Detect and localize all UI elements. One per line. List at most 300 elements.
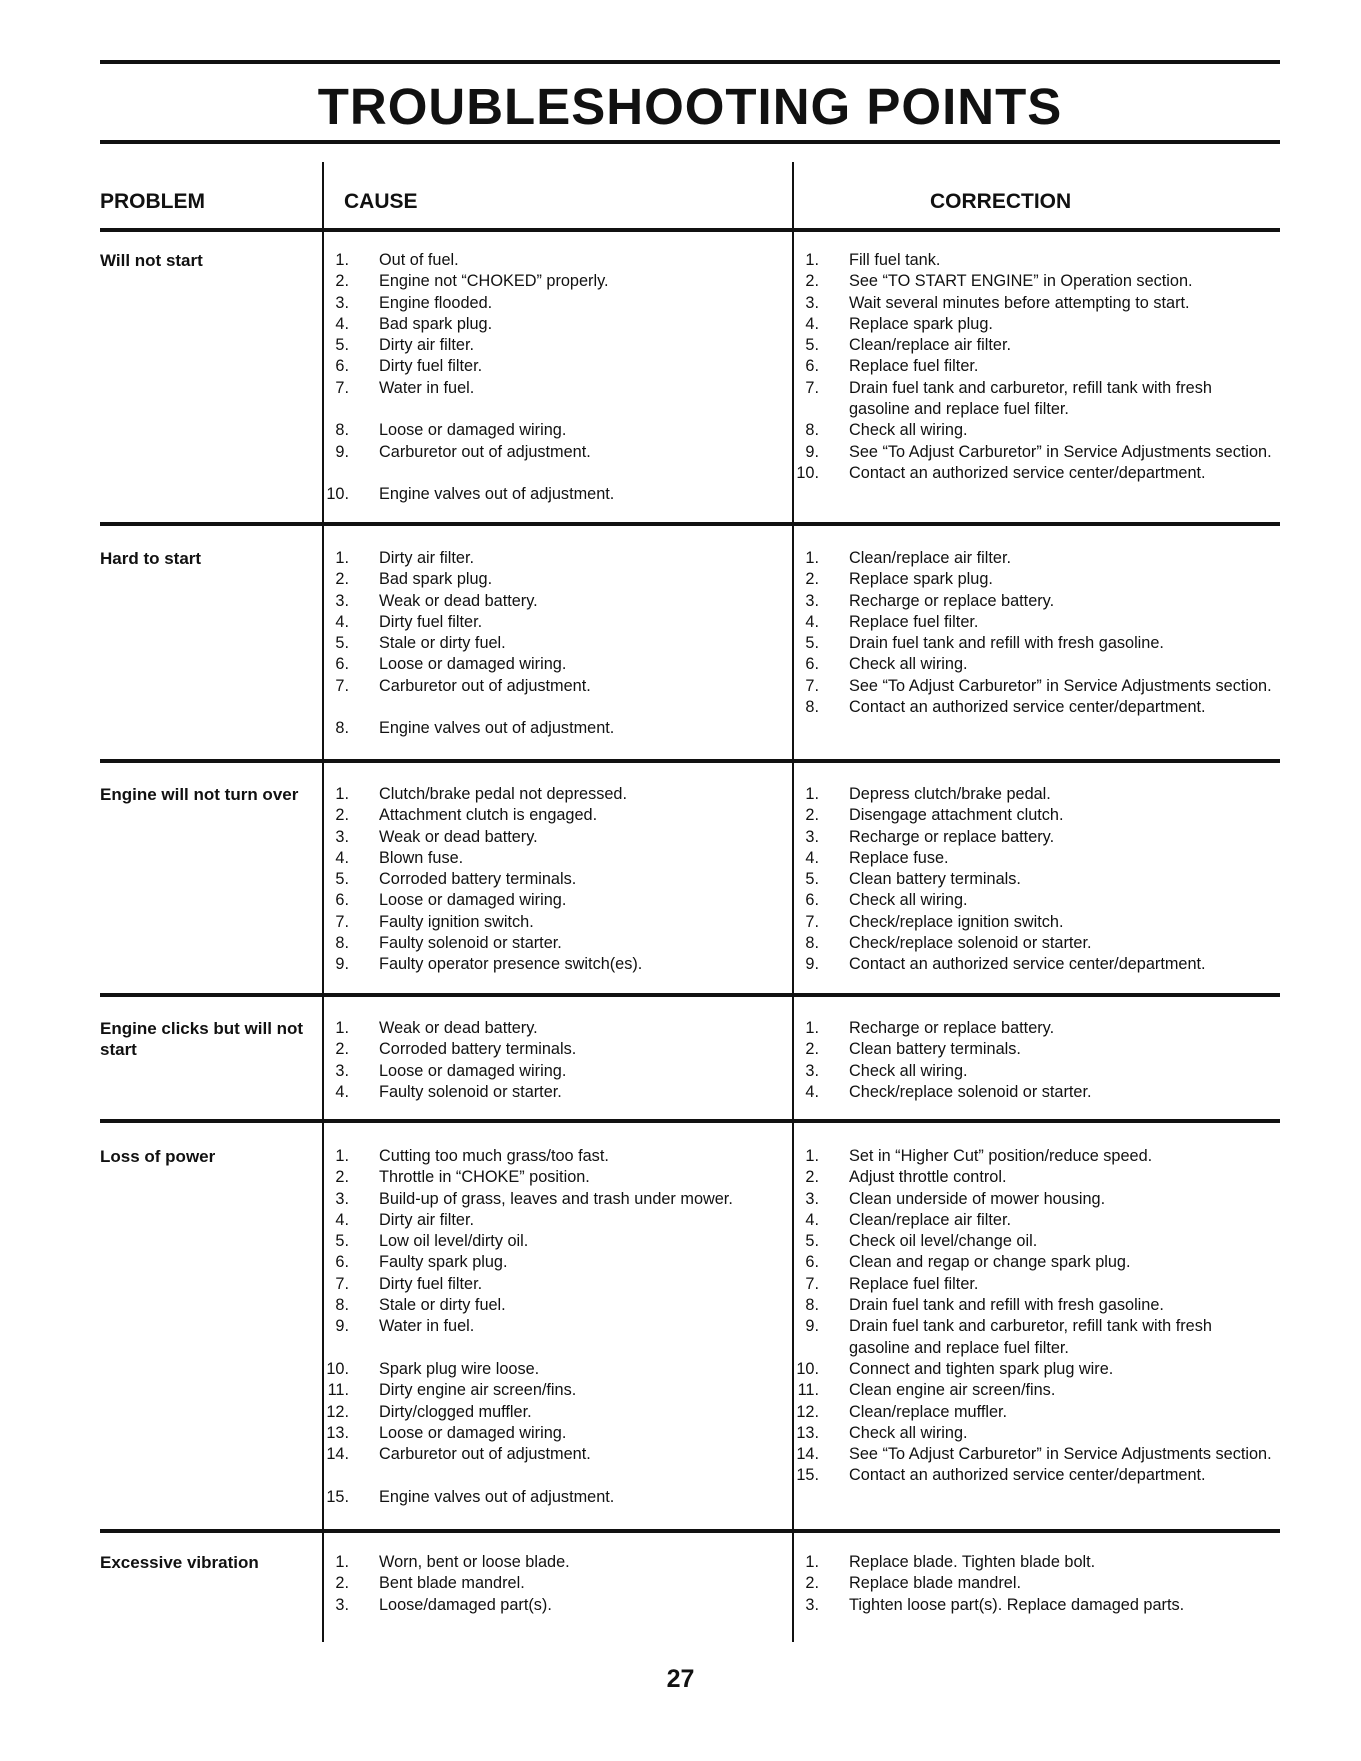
- list-item: [792, 420, 1272, 441]
- list-item: [322, 250, 782, 271]
- item-text: Loose or damaged wiring.: [379, 1423, 567, 1442]
- item-text: Stale or dirty fuel.: [379, 634, 506, 653]
- list-item: [322, 654, 782, 675]
- item-text: Loose or damaged wiring.: [379, 655, 567, 674]
- item-number: 8.: [805, 1296, 819, 1315]
- cause-list: [322, 548, 782, 740]
- list-item: [792, 293, 1272, 314]
- item-text: Loose/damaged part(s).: [379, 1595, 552, 1614]
- item-number: 5.: [805, 336, 819, 355]
- item-text: Check/replace solenoid or starter.: [849, 1082, 1092, 1101]
- item-number: 12.: [326, 1402, 349, 1421]
- item-text: Depress clutch/brake pedal.: [849, 785, 1051, 803]
- list-item: [322, 676, 782, 697]
- section-rule: [100, 1119, 1280, 1123]
- item-number: 1.: [335, 1553, 349, 1571]
- item-number: 2.: [335, 272, 349, 291]
- item-text: Dirty air filter.: [379, 1210, 474, 1229]
- list-item: [322, 420, 782, 441]
- item-text: See “TO START ENGINE” in Operation section.: [849, 272, 1193, 291]
- item-number: 6.: [805, 655, 819, 674]
- list-item: [792, 1359, 1272, 1380]
- cause-list: [322, 250, 782, 506]
- list-item: [792, 1465, 1272, 1486]
- list-item: [792, 1231, 1272, 1252]
- item-number: 7.: [335, 378, 349, 397]
- list-item: [322, 1189, 782, 1210]
- list-item: [792, 356, 1272, 377]
- item-text: Disengage attachment clutch.: [849, 806, 1064, 825]
- correction-list: [792, 250, 1272, 484]
- item-text: Clean/replace air filter.: [849, 336, 1011, 355]
- item-text: Water in fuel.: [379, 378, 475, 397]
- item-text: Clean/replace air filter.: [849, 1210, 1011, 1229]
- list-item: [792, 933, 1272, 954]
- list-item: [792, 271, 1272, 292]
- list-item: [322, 1252, 782, 1273]
- item-text: Faulty ignition switch.: [379, 912, 534, 931]
- item-text: Clean underside of mower housing.: [849, 1189, 1106, 1208]
- item-number: 1.: [335, 785, 349, 803]
- title-top-rule: [100, 60, 1280, 64]
- item-number: 1.: [805, 1147, 819, 1165]
- list-item: [322, 890, 782, 911]
- list-item: [322, 1295, 782, 1316]
- item-number: 3.: [805, 293, 819, 312]
- item-text: Connect and tighten spark plug wire.: [849, 1359, 1114, 1378]
- list-item: [792, 1595, 1272, 1616]
- item-text: Loose or damaged wiring.: [379, 421, 567, 440]
- list-item: [792, 676, 1272, 697]
- item-text: Clutch/brake pedal not depressed.: [379, 785, 627, 803]
- list-item: [792, 1316, 1272, 1359]
- column-header-correction: CORRECTION: [930, 190, 1072, 213]
- item-text: Tighten loose part(s). Replace damaged parts.: [849, 1595, 1185, 1614]
- item-text: Engine valves out of adjustment.: [379, 719, 615, 738]
- item-number: 3.: [335, 827, 349, 846]
- item-number: 2.: [335, 1168, 349, 1187]
- item-number: 9.: [335, 955, 349, 974]
- item-text: Worn, bent or loose blade.: [379, 1553, 570, 1571]
- item-text: Set in “Higher Cut” position/reduce speed.: [849, 1147, 1153, 1165]
- item-text: Faulty spark plug.: [379, 1253, 508, 1272]
- section-rule: [100, 759, 1280, 763]
- item-number: 11.: [327, 1381, 349, 1400]
- item-number: 6.: [805, 1253, 819, 1272]
- item-text: Loose or damaged wiring.: [379, 891, 567, 910]
- item-number: 12.: [796, 1402, 819, 1421]
- list-item: [792, 890, 1272, 911]
- list-item: [792, 548, 1272, 569]
- list-item: [792, 250, 1272, 271]
- item-number: 8.: [335, 421, 349, 440]
- item-number: 3.: [335, 293, 349, 312]
- correction-list: [792, 1146, 1272, 1487]
- item-number: 8.: [335, 719, 349, 738]
- item-text: Weak or dead battery.: [379, 1019, 538, 1037]
- item-text: Check all wiring.: [849, 655, 968, 674]
- item-number: 4.: [805, 314, 819, 333]
- item-number: 3.: [335, 1061, 349, 1080]
- list-item: [792, 1295, 1272, 1316]
- item-text: Blown fuse.: [379, 848, 464, 867]
- list-item: [322, 1167, 782, 1188]
- item-text: Spark plug wire loose.: [379, 1359, 540, 1378]
- item-text: Drain fuel tank and refill with fresh gasoline.: [849, 634, 1164, 653]
- section-rule: [100, 1529, 1280, 1533]
- list-item: [792, 1252, 1272, 1273]
- item-text: See “To Adjust Carburetor” in Service Adjustments section.: [849, 442, 1272, 461]
- item-number: 4.: [335, 848, 349, 867]
- list-item: [792, 1380, 1272, 1401]
- list-item: [322, 378, 782, 399]
- list-item: [792, 569, 1272, 590]
- item-number: 9.: [805, 442, 819, 461]
- item-number: 3.: [335, 591, 349, 610]
- list-item: [322, 805, 782, 826]
- item-number: 1.: [805, 785, 819, 803]
- item-number: 5.: [335, 336, 349, 355]
- item-text: Replace fuel filter.: [849, 612, 979, 631]
- list-item: [322, 293, 782, 314]
- list-item: [322, 1082, 782, 1103]
- list-item: [322, 869, 782, 890]
- list-item: [322, 954, 782, 975]
- item-text: Replace fuel filter.: [849, 357, 979, 376]
- item-text: Replace fuel filter.: [849, 1274, 979, 1293]
- item-text: Bad spark plug.: [379, 570, 493, 589]
- list-item: [322, 548, 782, 569]
- item-number: 10.: [796, 1359, 819, 1378]
- item-text: Corroded battery terminals.: [379, 1040, 577, 1059]
- list-item: [792, 1552, 1272, 1573]
- item-text: Build-up of grass, leaves and trash under mower.: [379, 1189, 733, 1208]
- problem-label: Will not start: [100, 251, 203, 270]
- title-bottom-rule: [100, 140, 1280, 144]
- list-item: [792, 954, 1272, 975]
- list-item: [322, 1444, 782, 1465]
- list-item: [322, 1039, 782, 1060]
- list-item: [792, 1573, 1272, 1594]
- item-number: 3.: [335, 1595, 349, 1614]
- item-number: 4.: [805, 848, 819, 867]
- item-number: 4.: [335, 1210, 349, 1229]
- list-item: [792, 912, 1272, 933]
- item-number: 5.: [805, 1232, 819, 1251]
- list-item: [792, 378, 1272, 421]
- correction-list: [792, 1018, 1272, 1103]
- list-item: [792, 827, 1272, 848]
- item-number: 2.: [335, 806, 349, 825]
- list-item: [322, 569, 782, 590]
- item-text: Low oil level/dirty oil.: [379, 1232, 529, 1251]
- item-number: 14.: [796, 1445, 819, 1464]
- item-text: Replace blade mandrel.: [849, 1574, 1021, 1593]
- list-item: [322, 1487, 782, 1508]
- item-number: 1.: [805, 1553, 819, 1571]
- item-number: 6.: [335, 891, 349, 910]
- item-text: Bent blade mandrel.: [379, 1574, 525, 1593]
- item-text: Check all wiring.: [849, 1423, 968, 1442]
- item-number: 5.: [805, 634, 819, 653]
- list-item: [792, 1444, 1272, 1465]
- correction-list: [792, 1552, 1272, 1616]
- item-text: Check/replace ignition switch.: [849, 912, 1064, 931]
- cause-list: [322, 1018, 782, 1103]
- item-text: Dirty air filter.: [379, 549, 474, 567]
- problem-label: Engine will not turn over: [100, 785, 299, 804]
- list-item: [322, 1210, 782, 1231]
- item-text: Check all wiring.: [849, 1061, 968, 1080]
- item-text: Dirty/clogged muffler.: [379, 1402, 532, 1421]
- correction-list: [792, 784, 1272, 976]
- item-number: 9.: [805, 1317, 819, 1336]
- item-number: 1.: [335, 549, 349, 567]
- item-number: 6.: [805, 357, 819, 376]
- list-item: [792, 805, 1272, 826]
- list-item: [322, 1018, 782, 1039]
- item-number: 8.: [805, 934, 819, 953]
- list-item: [792, 1061, 1272, 1082]
- item-text: Bad spark plug.: [379, 314, 493, 333]
- item-number: 3.: [805, 1189, 819, 1208]
- list-item: [792, 1146, 1272, 1167]
- list-item: [322, 1359, 782, 1380]
- header-rule: [100, 228, 1280, 232]
- list-item: [792, 591, 1272, 612]
- list-item: [322, 314, 782, 335]
- item-text: See “To Adjust Carburetor” in Service Adjustments section.: [849, 1445, 1272, 1464]
- item-text: Clean and regap or change spark plug.: [849, 1253, 1131, 1272]
- list-item: [322, 1423, 782, 1444]
- item-text: Drain fuel tank and carburetor, refill tank with fresh gasoline and replace fuel filter.: [849, 378, 1212, 419]
- list-item: [792, 335, 1272, 356]
- item-number: 1.: [805, 1019, 819, 1037]
- item-number: 8.: [335, 1296, 349, 1315]
- list-item: [792, 1402, 1272, 1423]
- list-item: [792, 697, 1272, 718]
- list-item: [322, 335, 782, 356]
- item-text: Dirty fuel filter.: [379, 1274, 483, 1293]
- list-item: [792, 784, 1272, 805]
- item-number: 10.: [796, 463, 819, 482]
- item-text: Water in fuel.: [379, 1317, 475, 1336]
- list-item: [322, 1316, 782, 1337]
- item-number: 8.: [805, 698, 819, 717]
- item-number: 4.: [335, 612, 349, 631]
- problem-label: Excessive vibration: [100, 1553, 259, 1572]
- item-number: 7.: [805, 1274, 819, 1293]
- item-text: Fill fuel tank.: [849, 251, 941, 269]
- item-text: Throttle in “CHOKE” position.: [379, 1168, 590, 1187]
- item-number: 3.: [805, 827, 819, 846]
- item-number: 7.: [805, 676, 819, 695]
- list-item: [322, 591, 782, 612]
- list-item: [322, 1552, 782, 1573]
- list-item: [792, 1210, 1272, 1231]
- list-item: [792, 654, 1272, 675]
- list-item: [322, 1146, 782, 1167]
- item-text: Check all wiring.: [849, 421, 968, 440]
- item-number: 4.: [805, 612, 819, 631]
- list-item: [792, 1082, 1272, 1103]
- item-text: Clean battery terminals.: [849, 870, 1021, 889]
- problem-label: Engine clicks but will not start: [100, 1019, 304, 1059]
- list-item: [322, 1274, 782, 1295]
- list-item: [322, 484, 782, 505]
- item-number: 7.: [335, 912, 349, 931]
- item-text: Replace fuse.: [849, 848, 949, 867]
- item-text: Replace spark plug.: [849, 314, 993, 333]
- item-number: 11.: [797, 1381, 819, 1400]
- list-item: [322, 1573, 782, 1594]
- item-text: Replace blade. Tighten blade bolt.: [849, 1553, 1096, 1571]
- item-text: Contact an authorized service center/department.: [849, 463, 1206, 482]
- item-text: Dirty fuel filter.: [379, 612, 483, 631]
- item-number: 7.: [335, 1274, 349, 1293]
- list-item: [322, 633, 782, 654]
- item-number: 4.: [805, 1082, 819, 1101]
- item-number: 8.: [335, 934, 349, 953]
- page-number: 27: [666, 1665, 695, 1693]
- list-item: [792, 1274, 1272, 1295]
- item-text: Clean/replace muffler.: [849, 1402, 1008, 1421]
- list-item: [792, 612, 1272, 633]
- list-item: [322, 1231, 782, 1252]
- item-number: 4.: [335, 1082, 349, 1101]
- item-number: 10.: [326, 485, 349, 504]
- item-number: 6.: [335, 357, 349, 376]
- item-number: 2.: [335, 570, 349, 589]
- list-item: [322, 912, 782, 933]
- item-text: Recharge or replace battery.: [849, 591, 1055, 610]
- item-number: 4.: [805, 1210, 819, 1229]
- item-text: Dirty fuel filter.: [379, 357, 483, 376]
- item-text: Clean engine air screen/fins.: [849, 1381, 1056, 1400]
- list-item: [792, 1018, 1272, 1039]
- item-number: 7.: [805, 912, 819, 931]
- item-number: 1.: [335, 251, 349, 269]
- item-number: 1.: [335, 1147, 349, 1165]
- item-text: Contact an authorized service center/department.: [849, 698, 1206, 717]
- item-text: Recharge or replace battery.: [849, 1019, 1055, 1037]
- list-item: [792, 633, 1272, 654]
- item-text: Clean battery terminals.: [849, 1040, 1021, 1059]
- list-item: [792, 463, 1272, 484]
- item-number: 13.: [326, 1423, 349, 1442]
- list-item: [792, 314, 1272, 335]
- item-text: Loose or damaged wiring.: [379, 1061, 567, 1080]
- item-number: 3.: [805, 591, 819, 610]
- column-header-problem: PROBLEM: [100, 190, 205, 213]
- item-number: 3.: [805, 1061, 819, 1080]
- item-number: 8.: [805, 421, 819, 440]
- correction-list: [792, 548, 1272, 718]
- item-text: Clean/replace air filter.: [849, 549, 1011, 567]
- item-number: 15.: [326, 1487, 349, 1506]
- item-text: Contact an authorized service center/department.: [849, 955, 1206, 974]
- list-item: [322, 827, 782, 848]
- list-item: [792, 1039, 1272, 1060]
- cause-list: [322, 784, 782, 976]
- page-title: TROUBLESHOOTING POINTS: [317, 78, 1063, 135]
- item-number: 2.: [335, 1040, 349, 1059]
- item-text: Carburetor out of adjustment.: [379, 1445, 591, 1464]
- item-text: Weak or dead battery.: [379, 827, 538, 846]
- item-number: 5.: [335, 634, 349, 653]
- item-text: Check/replace solenoid or starter.: [849, 934, 1092, 953]
- section-rule: [100, 522, 1280, 526]
- item-number: 7.: [335, 676, 349, 695]
- problem-label: Hard to start: [100, 549, 202, 568]
- item-text: Check oil level/change oil.: [849, 1232, 1038, 1251]
- item-number: 2.: [335, 1574, 349, 1593]
- list-item: [322, 356, 782, 377]
- item-number: 1.: [805, 549, 819, 567]
- list-item: [792, 848, 1272, 869]
- item-text: Adjust throttle control.: [849, 1168, 1007, 1187]
- item-text: Stale or dirty fuel.: [379, 1296, 506, 1315]
- item-text: Engine flooded.: [379, 293, 493, 312]
- list-item: [792, 1189, 1272, 1210]
- item-number: 14.: [326, 1445, 349, 1464]
- item-text: Engine valves out of adjustment.: [379, 485, 615, 504]
- list-item: [322, 612, 782, 633]
- list-item: [322, 784, 782, 805]
- item-number: 2.: [805, 806, 819, 825]
- item-text: Cutting too much grass/too fast.: [379, 1147, 609, 1165]
- section-rule: [100, 993, 1280, 997]
- item-text: Weak or dead battery.: [379, 591, 538, 610]
- item-number: 9.: [805, 955, 819, 974]
- item-number: 2.: [805, 1168, 819, 1187]
- item-text: Recharge or replace battery.: [849, 827, 1055, 846]
- list-item: [322, 1061, 782, 1082]
- list-item: [792, 869, 1272, 890]
- item-text: Faulty solenoid or starter.: [379, 1082, 562, 1101]
- item-text: Replace spark plug.: [849, 570, 993, 589]
- item-number: 6.: [335, 655, 349, 674]
- item-text: Check all wiring.: [849, 891, 968, 910]
- item-text: Carburetor out of adjustment.: [379, 442, 591, 461]
- item-text: Faulty operator presence switch(es).: [379, 955, 643, 974]
- item-number: 9.: [335, 442, 349, 461]
- item-number: 5.: [335, 1232, 349, 1251]
- item-number: 15.: [796, 1466, 819, 1485]
- item-text: Dirty air filter.: [379, 336, 474, 355]
- column-header-cause: CAUSE: [344, 190, 418, 213]
- item-text: Faulty solenoid or starter.: [379, 934, 562, 953]
- item-number: 13.: [796, 1423, 819, 1442]
- list-item: [322, 1380, 782, 1401]
- cause-list: [322, 1552, 782, 1616]
- item-text: Wait several minutes before attempting to start.: [849, 293, 1190, 312]
- list-item: [322, 718, 782, 739]
- item-text: Dirty engine air screen/fins.: [379, 1381, 577, 1400]
- list-item: [322, 1402, 782, 1423]
- item-number: 9.: [335, 1317, 349, 1336]
- item-number: 1.: [335, 1019, 349, 1037]
- list-item: [792, 1423, 1272, 1444]
- cause-list: [322, 1146, 782, 1508]
- list-item: [322, 933, 782, 954]
- item-number: 3.: [805, 1595, 819, 1614]
- item-number: 6.: [805, 891, 819, 910]
- item-number: 4.: [335, 314, 349, 333]
- item-text: Carburetor out of adjustment.: [379, 676, 591, 695]
- problem-label: Loss of power: [100, 1147, 216, 1166]
- list-item: [322, 271, 782, 292]
